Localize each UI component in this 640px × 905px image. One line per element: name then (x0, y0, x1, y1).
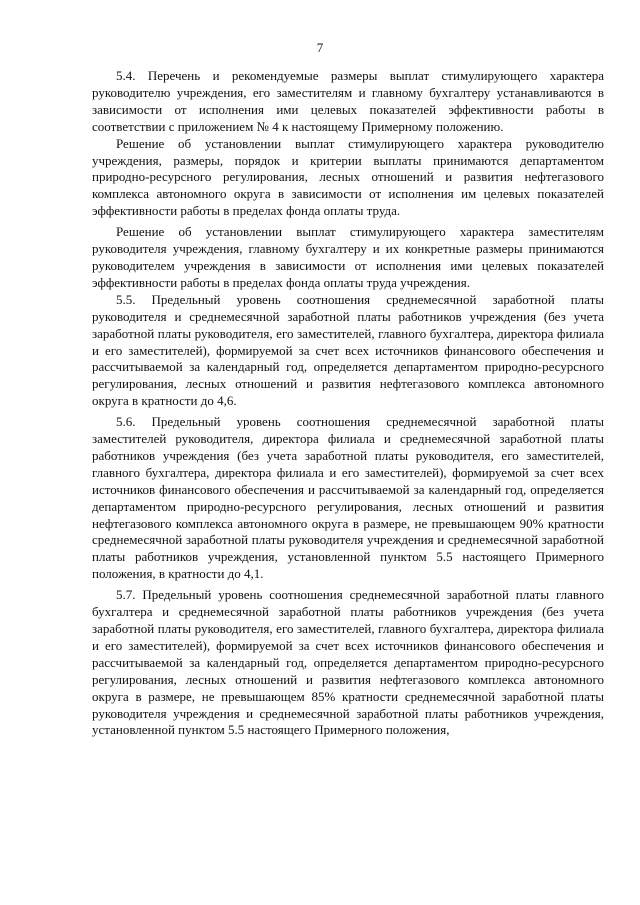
page-number: 7 (316, 40, 324, 55)
paragraph-5-5: 5.5. Предельный уровень соотношения среднемесячной заработной платы руководителя и среднемесячной заработной платы работников учреждения (без учета заработной платы руководителя, его заместителей, главного бухгалтера, директора филиала и его заместителей), формируемой за счет всех источников финансового обеспечения и рассчитываемой за календарный год, определяется департаментом природно-ресурсного регулирования, лесных отношений и развития нефтегазового комплекса автономного округа в кратности до 4,6. (92, 291, 604, 409)
document-body (92, 68, 604, 739)
paragraph-5-7: 5.7. Предельный уровень соотношения среднемесячной заработной платы главного бухгалтера и среднемесячной заработной платы работников учреждения (без учета заработной платы руководителя, его заместителей, главного бухгалтера, директора филиала и его заместителей), формируемой за счет всех источников финансового обеспечения и рассчитываемой за календарный год, определяется департаментом природно-ресурсного регулирования, лесных отношений и развития нефтегазового комплекса автономного округа в размере, не превышающем 85% кратности среднемесячной заработной платы руководителя учреждения и среднемесячной заработной платы работников учреждения, установленной пунктом 5.5 настоящего Примерного положения, (92, 587, 604, 738)
paragraph-5-4: 5.4. Перечень и рекомендуемые размеры выплат стимулирующего характера руководителю учреждения, его заместителям и главному бухгалтеру устанавливаются в зависимости от исполнения ими целевых показателей эффективности работы в соответствии с приложением № 4 к настоящему Примерному положению. (92, 68, 604, 134)
paragraph-5-6: 5.6. Предельный уровень соотношения среднемесячной заработной платы заместителей руководителя, директора филиала и среднемесячной заработной платы работников учреждения (без учета заработной платы руководителя, его заместителей, главного бухгалтера, директора филиала и его заместителей), формируемой за счет всех источников финансового обеспечения и рассчитываемой за календарный год, определяется департаментом природно-ресурсного регулирования, лесных отношений и развития нефтегазового комплекса автономного округа в размере, не превышающем 90% кратности среднемесячной заработной платы руководителя учреждения и среднемесячной заработной платы работников учреждения, установленной пунктом 5.5 настоящего Примерного положения, в кратности до 4,1. (92, 414, 604, 582)
paragraph-decision-deputies: Решение об установлении выплат стимулирующего характера заместителям руководителя учреждения, главному бухгалтеру и их конкретные размеры принимаются руководителем учреждения в зависимости от исполнения ими целевых показателей эффективности работы в пределах фонда оплаты труда учреждения. (92, 224, 604, 290)
paragraph-decision-head: Решение об установлении выплат стимулирующего характера руководителю учреждения, размеры, порядок и критерии выплаты принимаются департаментом природно-ресурсного регулирования, лесных отношений и развития нефтегазового комплекса автономного округа в зависимости от исполнения им целевых показателей эффективности работы в пределах фонда оплаты труда. (92, 135, 604, 219)
